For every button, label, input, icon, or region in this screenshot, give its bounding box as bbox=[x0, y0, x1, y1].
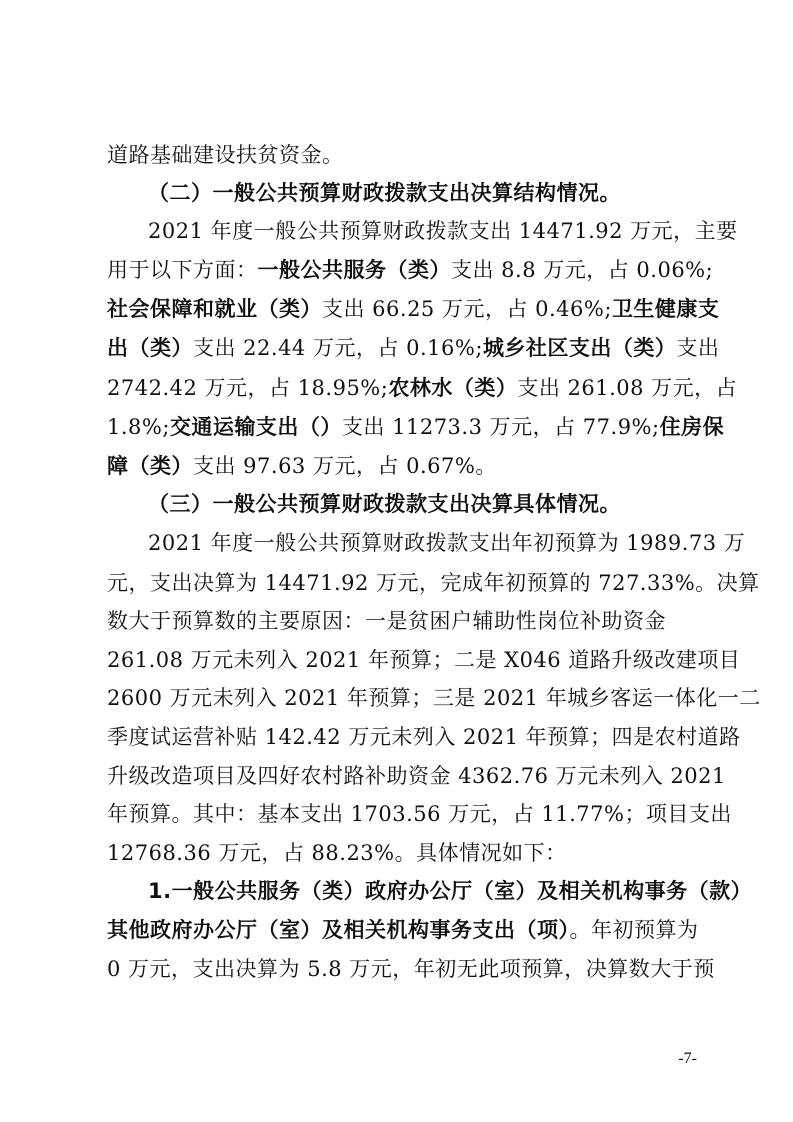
text-segment: 支出 261.08 万元，占 bbox=[517, 376, 738, 400]
text-segment: 支出 11273.3 万元，占 77.9%; bbox=[341, 415, 660, 439]
text-segment: 升级改造项目及四好农村路补助资金 4362.76 万元未列入 2021 bbox=[107, 764, 726, 788]
text-line bbox=[107, 954, 715, 984]
text-segment: 数大于预算数的主要原因：一是贫困户辅助性岗位补助资金 bbox=[107, 609, 666, 633]
text-line bbox=[148, 489, 697, 519]
bold-text-segment: 一般公共服务（类） bbox=[257, 258, 451, 282]
text-line bbox=[107, 373, 738, 403]
text-segment: 年预算。其中：基本支出 1703.56 万元，占 11.77%；项目支出 bbox=[107, 802, 732, 826]
bold-text-segment: （二）一般公共预算财政拨款支出决算结构情况。 bbox=[148, 181, 621, 205]
bold-text-segment: 障（类） bbox=[107, 454, 193, 478]
bold-text-segment: 出（类） bbox=[107, 336, 193, 360]
text-segment: 2021 年度一般公共预算财政拨款支出年初预算为 1989.73 万 bbox=[148, 531, 746, 555]
text-line bbox=[148, 178, 697, 208]
text-line bbox=[107, 412, 725, 442]
bold-text-segment: 卫生健康支 bbox=[611, 297, 720, 321]
text-segment: 。年初预算为 bbox=[569, 918, 699, 942]
text-line bbox=[107, 722, 741, 752]
bold-text-segment: 住房保 bbox=[659, 415, 725, 439]
text-segment: 季度试运营补贴 142.42 万元未列入 2021 年预算；四是农村道路 bbox=[107, 725, 741, 749]
text-segment: 2021 年度一般公共预算财政拨款支出 14471.92 万元，主要 bbox=[148, 219, 738, 243]
text-segment: 道路基础建设扶贫资金。 bbox=[107, 143, 344, 167]
text-line bbox=[107, 606, 697, 636]
text-line bbox=[107, 799, 732, 829]
bold-text-segment: 交通运输支出（） bbox=[169, 415, 342, 439]
text-line bbox=[107, 838, 697, 868]
text-line bbox=[107, 568, 760, 598]
text-segment: 261.08 万元未列入 2021 年预算；二是 X046 道路升级改建项目 bbox=[107, 648, 741, 672]
text-segment: 12768.36 万元，占 88.23%。具体情况如下： bbox=[107, 841, 567, 865]
text-segment: 2600 万元未列入 2021 年预算；三是 2021 年城乡客运一体化一二 bbox=[107, 686, 761, 710]
text-segment: 2742.42 万元，占 18.95%; bbox=[107, 376, 389, 400]
text-line bbox=[107, 761, 726, 791]
text-line bbox=[148, 528, 746, 558]
text-line bbox=[107, 294, 720, 324]
bold-text-segment: （三）一般公共预算财政拨款支出决算具体情况。 bbox=[148, 492, 621, 516]
page-number: -7- bbox=[678, 1050, 697, 1067]
text-segment: 支出 66.25 万元，占 0.46%; bbox=[322, 297, 612, 321]
text-line bbox=[148, 216, 738, 246]
text-line bbox=[107, 255, 714, 285]
bold-text-segment: 其他政府办公厅（室）及相关机构事务支出（项） bbox=[107, 918, 570, 942]
text-line bbox=[107, 451, 697, 481]
text-segment: 支出 22.44 万元，占 0.16%; bbox=[193, 336, 483, 360]
bold-text-segment: 农林水（类） bbox=[388, 376, 518, 400]
text-segment: 支出 bbox=[676, 336, 720, 360]
text-segment: 元，支出决算为 14471.92 万元，完成年初预算的 727.33%。决算 bbox=[107, 571, 760, 595]
bold-text-segment: 城乡社区支出（类） bbox=[482, 336, 677, 360]
text-line bbox=[107, 915, 697, 945]
text-segment: 支出 97.63 万元，占 0.67%。 bbox=[193, 454, 497, 478]
bold-text-segment: 社会保障和就业（类） bbox=[107, 297, 322, 321]
text-segment: 支出 8.8 万元，占 0.06%; bbox=[451, 258, 714, 282]
text-line bbox=[107, 683, 761, 713]
text-line bbox=[107, 140, 697, 170]
text-segment: 用于以下方面： bbox=[107, 258, 258, 282]
text-line bbox=[107, 333, 720, 363]
text-segment: 0 万元，支出决算为 5.8 万元，年初无此项预算，决算数大于预 bbox=[107, 957, 715, 981]
bold-text-segment: 1.一般公共服务（类）政府办公厅（室）及相关机构事务（款） bbox=[148, 879, 753, 903]
text-line bbox=[148, 876, 753, 906]
text-line bbox=[107, 645, 741, 675]
text-segment: 1.8%; bbox=[107, 415, 170, 439]
